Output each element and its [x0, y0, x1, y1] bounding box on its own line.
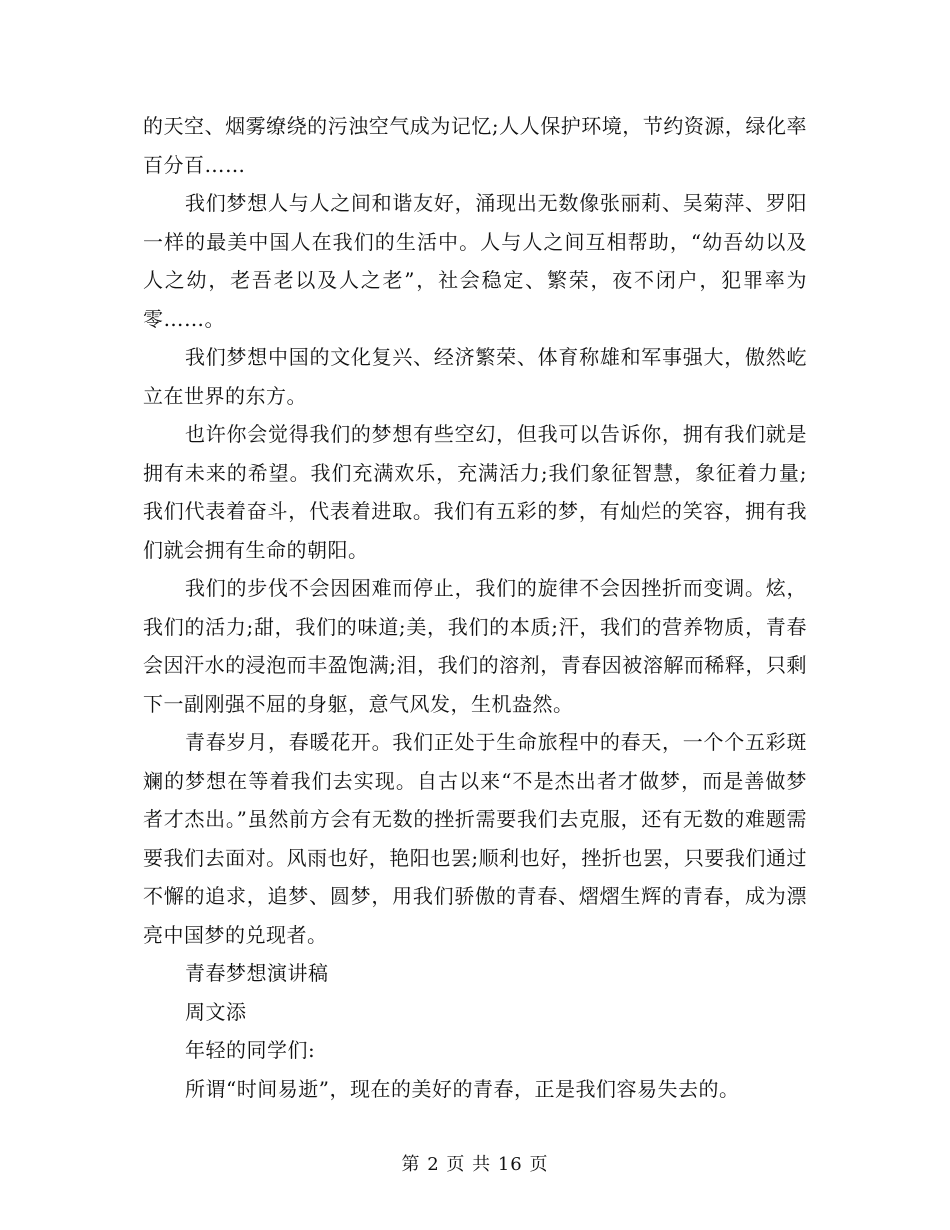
paragraph-time: 所谓“时间易逝”，现在的美好的青春，正是我们容易失去的。 [185, 1076, 740, 1101]
paragraph-youth-dream: 青春岁月，春暖花开。我们正处于生命旅程中的春天，一个个五彩斑斓的梦想在等着我们去实现。自古以来“不是杰出者才做梦，而是善做梦者才杰出。”虽然前方会有无数的挫折需要我们去克服，还有无数的难题需要我们去面对。风雨也好，艳阳也罢;顺利也好，挫折也罢，只要我们通过不懈的追求，追梦、圆梦，用我们骄傲的青春、熠熠生辉的青春，成为漂亮中国梦的兑现者。 [143, 730, 807, 947]
speech-salutation: 年轻的同学们: [185, 1038, 316, 1062]
paragraph-resilience: 我们的步伐不会因困难而停止，我们的旋律不会因挫折而变调。炫，我们的活力;甜，我们的味道;美，我们的本质;汗，我们的营养物质，青春会因汗水的浸泡而丰盈饱满;泪，我们的溶剂，青春因被溶解而稀释，只剩下一副刚强不屈的身躯，意气风发，生机盎然。 [143, 576, 807, 716]
paragraph-revival: 我们梦想中国的文化复兴、经济繁荣、体育称雄和军事强大，傲然屹立在世界的东方。 [143, 345, 807, 408]
speech-author: 周文添 [185, 999, 247, 1024]
speech-title: 青春梦想演讲稿 [185, 961, 329, 985]
paragraph-harmony: 我们梦想人与人之间和谐友好，涌现出无数像张丽莉、吴菊萍、罗阳一样的最美中国人在我们的生活中。人与人之间互相帮助，“幼吾幼以及人之幼，老吾老以及人之老”，社会稳定、繁荣，夜不闭户，犯罪率为零……。 [143, 191, 807, 331]
page-number-footer: 第 2 页 共 16 页 [401, 1154, 549, 1175]
paragraph-continuation: 的天空、烟雾缭绕的污浊空气成为记忆;人人保护环境，节约资源，绿化率百分百…… [143, 114, 807, 177]
document-body [143, 107, 807, 1108]
paragraph-hope: 也许你会觉得我们的梦想有些空幻，但我可以告诉你，拥有我们就是拥有未来的希望。我们充满欢乐，充满活力;我们象征智慧，象征着力量;我们代表着奋斗，代表着进取。我们有五彩的梦，有灿烂的笑容，拥有我们就会拥有生命的朝阳。 [143, 422, 807, 562]
